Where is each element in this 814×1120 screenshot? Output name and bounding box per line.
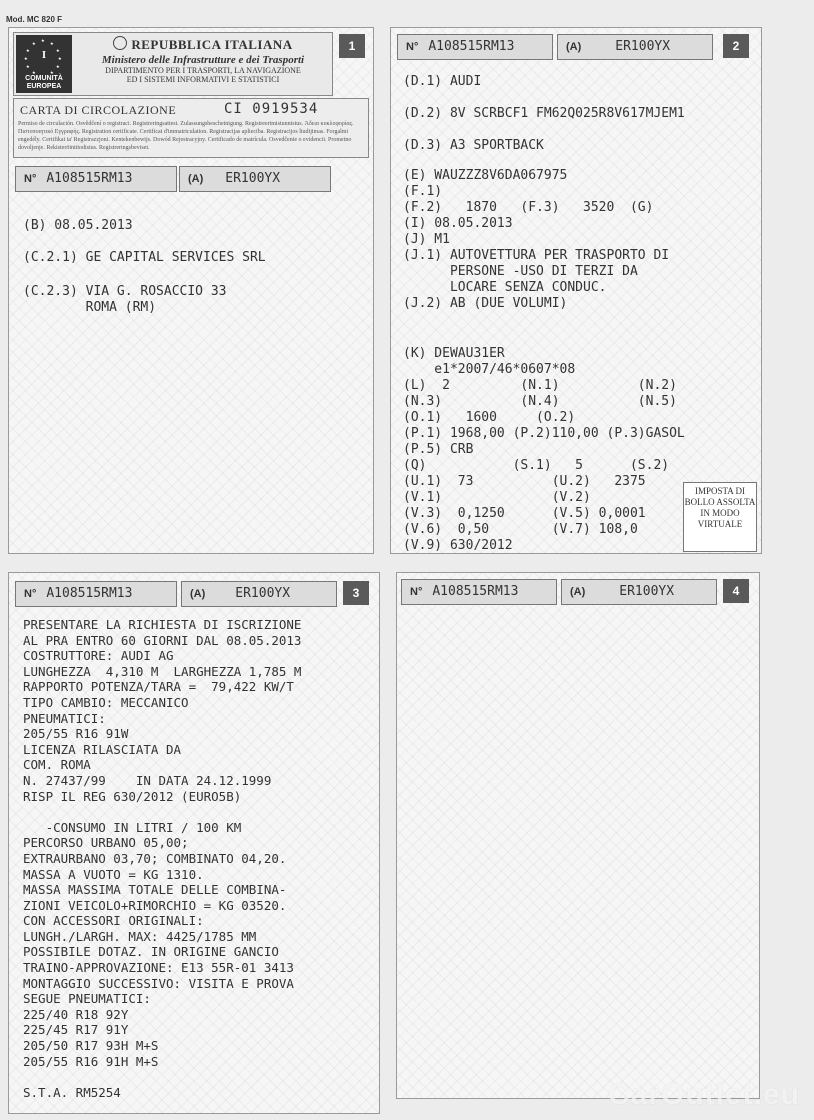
remark-line: 205/55 R16 91W bbox=[23, 726, 129, 742]
remark-line: SEGUE PNEUMATICI: bbox=[23, 991, 151, 1007]
field-v6-v7: (V.6) 0,50 (V.7) 108,0 bbox=[403, 522, 638, 537]
remark-line: TIPO CAMBIO: MECCANICO bbox=[23, 694, 189, 710]
field-v1-v2: (V.1) (V.2) bbox=[403, 490, 591, 505]
watermark-logo: CarOutlet.eu bbox=[607, 1078, 800, 1111]
remark-line: 205/55 R16 91H M+S bbox=[23, 1053, 159, 1069]
eu-stars-icon: ★ ★ ★ ★ ★ ★ ★ ★ ★ ★ ★ bbox=[24, 37, 62, 76]
field-k: (K) DEWAU31ER bbox=[403, 346, 505, 361]
page-4 bbox=[396, 572, 760, 1099]
page-3 bbox=[8, 572, 380, 1114]
remark-line: -CONSUMO IN LITRI / 100 KM bbox=[23, 819, 242, 835]
eu-flag bbox=[16, 35, 72, 93]
remark-line: MASSA A VUOTO = KG 1310. bbox=[23, 866, 204, 882]
field-b: (B) 08.05.2013 bbox=[23, 218, 133, 233]
field-f2: (F.2) 1870 (F.3) 3520 (G) bbox=[403, 200, 654, 215]
field-f1: (F.1) bbox=[403, 184, 443, 199]
page-number: 3 bbox=[343, 581, 369, 605]
field-c23: (C.2.3) VIA G. ROSACCIO 33 bbox=[23, 284, 227, 299]
plate-label: (A) bbox=[570, 586, 586, 598]
plate-label: (A) bbox=[188, 173, 204, 185]
field-p: (P.1) 1968,00 (P.2)110,00 (P.3)GASOL bbox=[403, 426, 685, 441]
eu-name: COMUNITÀ EUROPEA bbox=[25, 75, 63, 90]
remark-line: RAPPORTO POTENZA/TARA = 79,422 KW/T bbox=[23, 679, 294, 695]
remark-line: TRAINO-APPROVAZIONE: E13 55R-01 3413 bbox=[23, 960, 294, 976]
field-d2: (D.2) 8V SCRBCF1 FM62Q025R8V617MJEM1 bbox=[403, 106, 685, 121]
field-d1: (D.1) AUDI bbox=[403, 74, 482, 89]
remark-line: MASSA MASSIMA TOTALE DELLE COMBINA- bbox=[23, 882, 287, 898]
reg-no-value: A108515RM13 bbox=[46, 171, 133, 186]
page-number: 4 bbox=[723, 579, 749, 603]
field-c23-city: ROMA (RM) bbox=[23, 300, 157, 315]
remark-line: COM. ROMA bbox=[23, 757, 91, 773]
field-j1-line3: LOCARE SENZA CONDUC. bbox=[403, 280, 607, 295]
stamp-duty-box: IMPOSTA DI BOLLO ASSOLTA IN MODO VIRTUALE bbox=[683, 482, 757, 552]
field-v3-v5: (V.3) 0,1250 (V.5) 0,0001 bbox=[403, 506, 646, 521]
card-title-block bbox=[13, 98, 369, 158]
field-j1-line2: PERSONE -USO DI TERZI DA bbox=[403, 264, 638, 279]
remark-line: PERCORSO URBANO 05,00; bbox=[23, 835, 189, 851]
remark-line: 225/40 R18 92Y bbox=[23, 1006, 129, 1022]
remark-line: MONTAGGIO SUCCESSIVO: VISITA E PROVA bbox=[23, 975, 294, 991]
department-name: DIPARTIMENTO PER I TRASPORTI, LA NAVIGAZIONE bbox=[105, 66, 301, 75]
reg-no-label: N° bbox=[24, 588, 37, 600]
registration-number-box bbox=[401, 579, 557, 605]
page-number: 1 bbox=[339, 34, 365, 58]
plate-value: ER100YX bbox=[225, 171, 281, 186]
field-u: (U.1) 73 (U.2) 2375 bbox=[403, 474, 646, 489]
registration-number-box bbox=[15, 581, 177, 607]
plate-box bbox=[181, 581, 337, 607]
plate-label: (A) bbox=[566, 41, 582, 53]
remark-line: 225/45 R17 91Y bbox=[23, 1022, 129, 1038]
remark-line: PNEUMATICI: bbox=[23, 710, 106, 726]
plate-box bbox=[179, 166, 331, 192]
page-2 bbox=[390, 27, 762, 554]
field-o: (O.1) 1600 (O.2) bbox=[403, 410, 576, 425]
remark-line: EXTRAURBANO 03,70; COMBINATO 04,20. bbox=[23, 850, 287, 866]
reg-no-label: N° bbox=[410, 586, 423, 598]
remark-line: POSSIBILE DOTAZ. IN ORIGINE GANCIO bbox=[23, 944, 279, 960]
republic-emblem-icon bbox=[113, 36, 127, 50]
multilingual-titles: Permiso de circulación. Osvědčení o registraci. Registreringsattest. Zulassungsbescheinigung. Registreerimistunnistus. Άδεια κυκλοφορίας. Πιστοποιητικό Εγγραφής. Registration certificate. Certificat d'immatriculation. Registracijas apliecība. Registracijos liudijimas. Forgalmi engedély. Certifikat ta' Registrazzjoni. Kentekenbewijs. Dowód Rejestracyjny. Certificado de matrícula. Osvedčenie o evidencii. Prometno dovoljenje. Rekisteröintitodistus. Registreringsbeviset. bbox=[18, 121, 354, 151]
card-number: CI 0919534 bbox=[224, 101, 319, 117]
field-v9: (V.9) 630/2012 bbox=[403, 538, 513, 553]
remark-spacer bbox=[23, 804, 301, 820]
plate-box bbox=[557, 34, 713, 60]
remark-spacer bbox=[23, 1069, 301, 1085]
reg-no-value: A108515RM13 bbox=[432, 584, 519, 599]
remarks-block bbox=[23, 617, 301, 1100]
remark-line: RISP IL REG 630/2012 (EURO5B) bbox=[23, 788, 242, 804]
remark-line: S.T.A. RM5254 bbox=[23, 1084, 121, 1100]
field-n3-n5: (N.3) (N.4) (N.5) bbox=[403, 394, 677, 409]
remark-line: AL PRA ENTRO 60 GIORNI DAL 08.05.2013 bbox=[23, 632, 302, 648]
header-block bbox=[13, 32, 333, 96]
registration-number-box bbox=[15, 166, 177, 192]
reg-no-value: A108515RM13 bbox=[428, 39, 515, 54]
field-c21: (C.2.1) GE CAPITAL SERVICES SRL bbox=[23, 250, 266, 265]
remark-line: LICENZA RILASCIATA DA bbox=[23, 741, 182, 757]
remark-line: 205/50 R17 93H M+S bbox=[23, 1038, 159, 1054]
remark-line: PRESENTARE LA RICHIESTA DI ISCRIZIONE bbox=[23, 617, 302, 632]
country-code: I bbox=[41, 49, 47, 61]
reg-no-label: N° bbox=[406, 41, 419, 53]
republic-title: REPUBBLICA ITALIANA bbox=[131, 37, 293, 52]
plate-box bbox=[561, 579, 717, 605]
remark-line: LUNGHEZZA 4,310 M LARGHEZZA 1,785 M bbox=[23, 663, 302, 679]
republic-heading bbox=[78, 36, 328, 84]
field-p5: (P.5) CRB bbox=[403, 442, 474, 457]
field-j1: (J.1) AUTOVETTURA PER TRASPORTO DI bbox=[403, 248, 670, 263]
reg-no-value: A108515RM13 bbox=[46, 586, 133, 601]
reg-no-label: N° bbox=[24, 173, 37, 185]
field-k-approval: e1*2007/46*0607*08 bbox=[403, 362, 576, 377]
field-q-s: (Q) (S.1) 5 (S.2) bbox=[403, 458, 670, 473]
form-model-reference: Mod. MC 820 F bbox=[6, 15, 63, 24]
remark-line: LUNGH./LARGH. MAX: 4425/1785 MM bbox=[23, 928, 257, 944]
field-j: (J) M1 bbox=[403, 232, 450, 247]
department-name-2: ED I SISTEMI INFORMATIVI E STATISTICI bbox=[126, 75, 280, 84]
card-title: CARTA DI CIRCOLAZIONE bbox=[20, 103, 177, 117]
plate-label: (A) bbox=[190, 588, 206, 600]
page-number: 2 bbox=[723, 34, 749, 58]
remark-line: ZIONI VEICOLO+RIMORCHIO = KG 03520. bbox=[23, 897, 287, 913]
field-l-n: (L) 2 (N.1) (N.2) bbox=[403, 378, 677, 393]
field-j2: (J.2) AB (DUE VOLUMI) bbox=[403, 296, 568, 311]
plate-value: ER100YX bbox=[235, 586, 291, 601]
page-1 bbox=[8, 27, 374, 554]
registration-number-box bbox=[397, 34, 553, 60]
ministry-name: Ministero delle Infrastrutture e dei Trasporti bbox=[101, 54, 305, 66]
plate-value: ER100YX bbox=[619, 584, 675, 599]
field-e: (E) WAUZZZ8V6DA067975 bbox=[403, 168, 568, 183]
remark-line: CON ACCESSORI ORIGINALI: bbox=[23, 913, 204, 929]
field-i: (I) 08.05.2013 bbox=[403, 216, 513, 231]
remark-line: COSTRUTTORE: AUDI AG bbox=[23, 648, 174, 664]
remark-line: N. 27437/99 IN DATA 24.12.1999 bbox=[23, 772, 272, 788]
plate-value: ER100YX bbox=[615, 39, 671, 54]
field-d3: (D.3) A3 SPORTBACK bbox=[403, 138, 544, 153]
